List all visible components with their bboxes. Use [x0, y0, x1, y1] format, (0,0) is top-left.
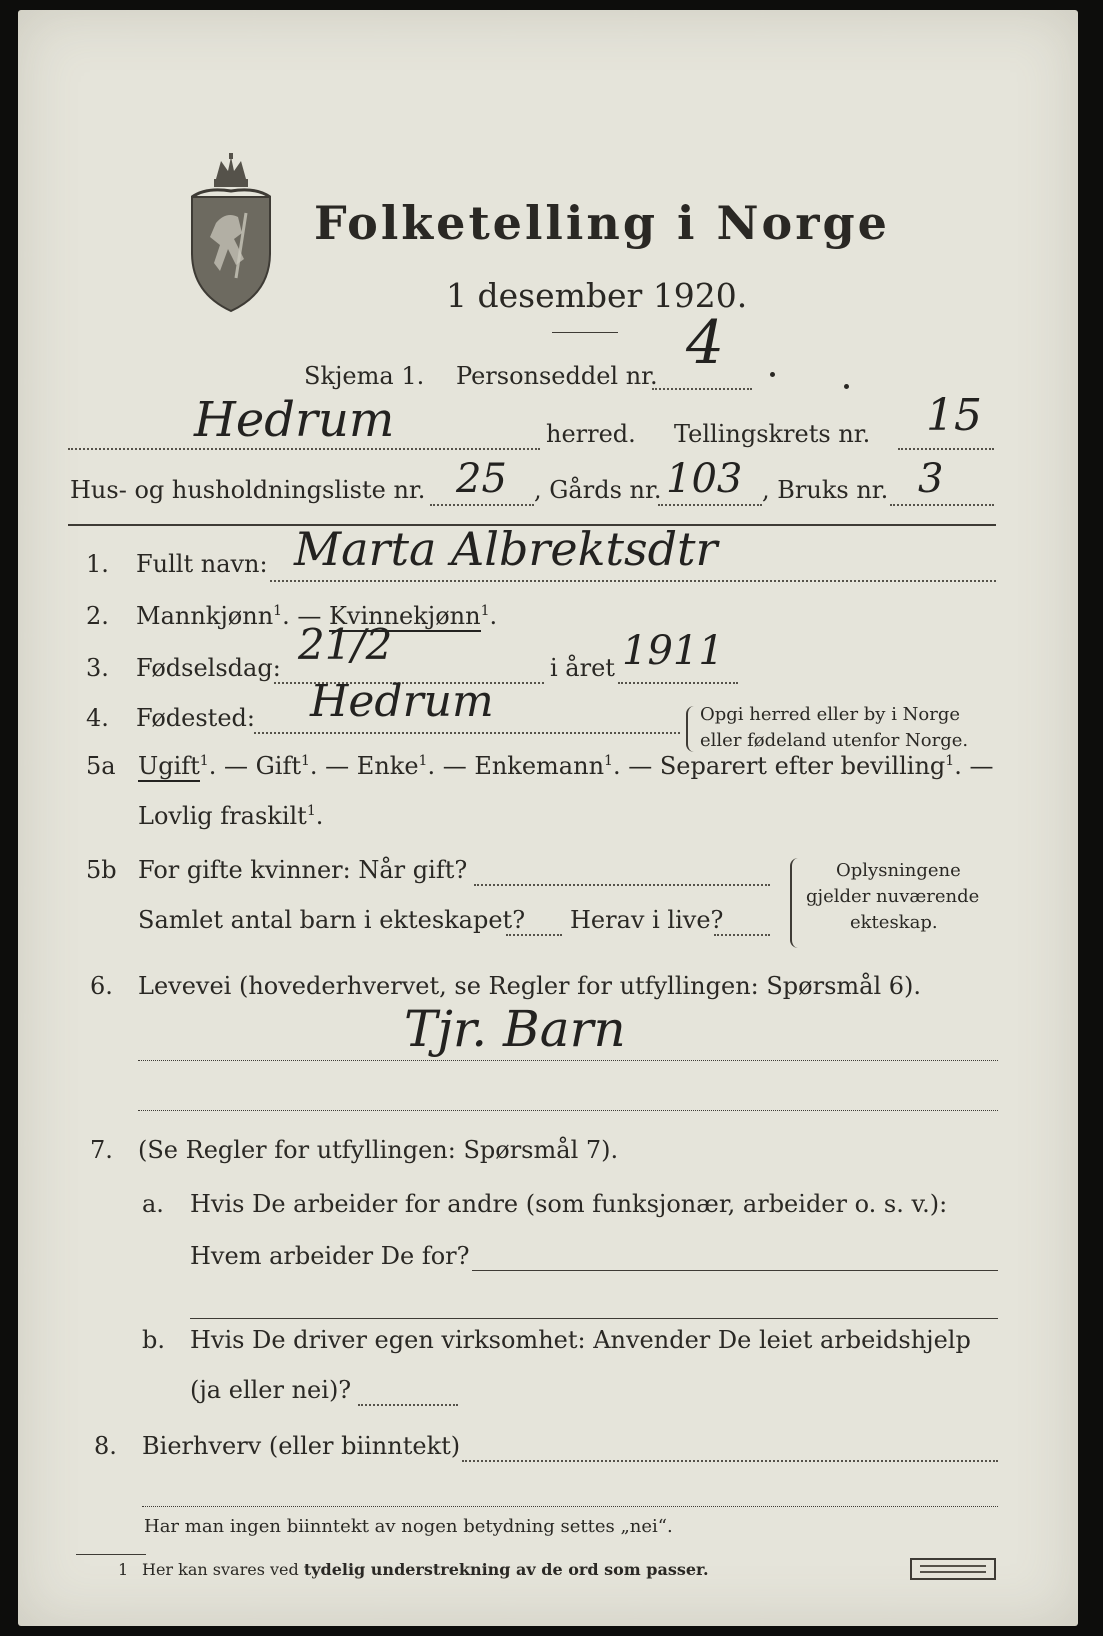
q5a-marital-options: Ugift$^1$. — Gift$^1$. — Enke$^1$. — Enkemann$^1$. — Separert efter bevilling$^1$. — [138, 752, 994, 780]
census-form-sheet: Folketelling i Norge 1 desember 1920. Skjema 1. Personseddel nr. 4 Hedrum herred. Tellingskrets nr. 15 Hus- og husholdningsliste nr. 25 , Gårds nr. 103 , Bruks nr. 3 1. Fullt navn: Marta Albrektsdtr 2. Mannkjønn$^1$. — Kvinnekjønn$^1$. 3. Fødselsdag: 21/2 i året 1911 4. Fødested: Hedrum Opgi herred eller by i Norge eller fødeland utenfor Norge. 5a Ugift$^1$. — Gift$^1$. — Enke$^1$. — Enkemann$^1$. — Separert efter bevilling$^1$. — Lovlig fraskilt$^1$. 5b For gifte kvinner: Når gift? Samlet antal barn i ekteskapet? Herav i live? Oplysningene gjelder nuværende ekteskap. 6. Levevei (hovederhvervet, se Regler for utfyllingen: Spørsmål 6). Tjr. Barn 7. (Se Regler for utfyllingen: Spørsmål 7). a. Hvis De arbeider for andre (som funksjonær, arbeider o. s. v.): Hvem arbeider De for? b. Hvis De driver egen virksomhet: Anvender De leiet arbeidshjelp (ja eller nei)? 8. Bierhverv (eller biinntekt) Har man ingen biinntekt av nogen betydning settes „nei“. 1 Her kan svares ved tydelig understrekning av de ord som passer. [18, 10, 1078, 1626]
q8-note: Har man ingen biinntekt av nogen betydning settes „nei“. [144, 1516, 673, 1537]
bruks-label: , Bruks nr. [762, 476, 889, 504]
q5b-line1: For gifte kvinner: Når gift? [138, 856, 468, 884]
q1-label: Fullt navn: [136, 550, 268, 578]
form-title: Folketelling i Norge [314, 196, 890, 250]
gards-label: , Gårds nr. [534, 476, 662, 504]
q5b-note-line2: gjelder nuværende [806, 886, 980, 907]
hus-value: 25 [456, 456, 507, 502]
skjema-label: Skjema 1. [304, 362, 425, 390]
q7a-line1: Hvis De arbeider for andre (som funksjonær, arbeider o. s. v.): [190, 1190, 948, 1218]
q5a-selected-ugift: Ugift [138, 752, 200, 780]
coat-of-arms-icon [186, 153, 276, 313]
q6-label: Levevei (hovederhvervet, se Regler for utfyllingen: Spørsmål 6). [138, 972, 922, 1000]
q3-year-value: 1911 [622, 628, 724, 674]
q5b-note-line1: Oplysningene [836, 860, 961, 881]
gards-value: 103 [666, 456, 743, 502]
q4-label: Fødested: [136, 704, 255, 732]
q5b-line2-a: Samlet antal barn i ekteskapet? [138, 906, 526, 934]
q7a-line2: Hvem arbeider De for? [190, 1242, 470, 1270]
printer-stamp-icon [910, 1558, 996, 1580]
tellingskrets-label: Tellingskrets nr. [674, 420, 871, 448]
q7-label: (Se Regler for utfyllingen: Spørsmål 7). [138, 1136, 619, 1164]
personseddel-label: Personseddel nr. [456, 362, 658, 390]
herred-value: Hedrum [194, 392, 395, 448]
footnote-mark: 1 [118, 1560, 129, 1579]
q3-label: Fødselsdag: [136, 654, 281, 682]
census-date: 1 desember 1920. [446, 276, 748, 315]
q2-selected-female: Kvinnekjønn [328, 602, 481, 630]
q7b-line1: Hvis De driver egen virksomhet: Anvender De leiet arbeidshjelp [190, 1326, 971, 1354]
bruks-value: 3 [918, 456, 944, 502]
herred-label: herred. [546, 420, 636, 448]
q4-note-line2: eller fødeland utenfor Norge. [700, 730, 969, 751]
q3-birthday-value: 21/2 [298, 620, 393, 669]
tellingskrets-value: 15 [926, 390, 982, 441]
q2-gender-options: Mannkjønn$^1$. — Kvinnekjønn$^1$. [136, 602, 498, 630]
q4-birthplace-value: Hedrum [310, 676, 494, 727]
q5a-line2: Lovlig fraskilt$^1$. [138, 802, 324, 830]
q5b-line2-b: Herav i live? [570, 906, 724, 934]
q6-occupation-value: Tjr. Barn [404, 1000, 626, 1058]
q8-label: Bierhverv (eller biinntekt) [142, 1432, 461, 1460]
title-divider [552, 332, 618, 333]
q4-note-line1: Opgi herred eller by i Norge [700, 704, 961, 725]
personseddel-value: 4 [686, 308, 725, 378]
hus-label: Hus- og husholdningsliste nr. [70, 476, 426, 504]
q5b-note-line3: ekteskap. [850, 912, 938, 933]
footnote-text: Her kan svares ved tydelig understrekning av de ord som passer. [142, 1560, 709, 1579]
q3-year-label: i året [550, 654, 615, 682]
q1-full-name-value: Marta Albrektsdtr [294, 522, 718, 576]
q7b-line2: (ja eller nei)? [190, 1376, 352, 1404]
